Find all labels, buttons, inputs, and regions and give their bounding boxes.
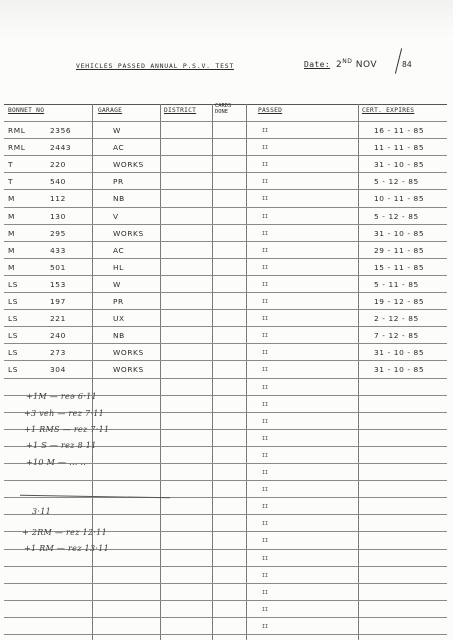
passed-mark: II: [262, 624, 269, 630]
row-rule: [4, 138, 447, 139]
garage-code: HL: [113, 263, 124, 272]
row-rule: [4, 275, 447, 276]
bonnet-number: 2356: [50, 126, 72, 135]
row-rule: [4, 189, 447, 190]
column-divider: [358, 104, 359, 640]
handwritten-note: +1 RM — rez 13·11: [24, 544, 109, 553]
row-rule: [4, 258, 447, 259]
column-divider: [92, 104, 93, 640]
scan-edge-shadow: [0, 0, 453, 40]
bonnet-number: 295: [50, 229, 66, 238]
bonnet-class: M: [8, 246, 15, 255]
bonnet-class: LS: [8, 314, 19, 323]
passed-mark: II: [262, 214, 269, 220]
cert-expiry-date: 31 - 10 - 85: [374, 229, 425, 238]
bonnet-class: M: [8, 263, 15, 272]
garage-code: WORKS: [113, 348, 144, 357]
garage-code: V: [113, 212, 119, 221]
row-rule: [4, 326, 447, 327]
passed-mark: II: [262, 538, 269, 544]
garage-code: PR: [113, 297, 124, 306]
garage-code: WORKS: [113, 229, 144, 238]
bonnet-class: LS: [8, 297, 19, 306]
passed-mark: II: [262, 231, 269, 237]
bonnet-number: 2443: [50, 143, 72, 152]
garage-code: W: [113, 280, 121, 289]
row-rule: [4, 514, 447, 515]
passed-mark: II: [262, 316, 269, 322]
garage-code: AC: [113, 143, 125, 152]
passed-mark: II: [262, 128, 269, 134]
bonnet-class: M: [8, 212, 15, 221]
bonnet-number: 130: [50, 212, 66, 221]
document-title: VEHICLES PASSED ANNUAL P.S.V. TEST: [76, 62, 235, 70]
row-rule: [4, 292, 447, 293]
cert-expiry-date: 7 - 12 - 85: [374, 331, 419, 340]
cert-expiry-date: 31 - 10 - 85: [374, 348, 425, 357]
garage-code: PR: [113, 177, 124, 186]
bonnet-class: M: [8, 194, 15, 203]
column-divider: [160, 104, 161, 640]
bonnet-number: 221: [50, 314, 66, 323]
bonnet-number: 540: [50, 177, 66, 186]
header-bonnet-no: BONNET NO: [8, 107, 45, 114]
handwritten-note: + 2RM — rez 12·11: [22, 528, 107, 537]
passed-mark: II: [262, 521, 269, 527]
bonnet-class: T: [8, 160, 14, 169]
cert-expiry-date: 5 - 12 - 85: [374, 212, 419, 221]
handwritten-note: +1 RMS — rez 7·11: [24, 425, 110, 434]
passed-mark: II: [262, 607, 269, 613]
garage-code: NB: [113, 194, 125, 203]
header-cards-done-bottom: DONE: [215, 109, 228, 115]
garage-code: AC: [113, 246, 125, 255]
cert-expiry-date: 10 - 11 - 85: [374, 194, 425, 203]
passed-mark: II: [262, 162, 269, 168]
column-divider: [246, 104, 247, 640]
header-cards-done: [215, 103, 231, 115]
date-suffix: ND: [342, 58, 353, 65]
header-passed: PASSED: [258, 107, 283, 114]
bonnet-class: LS: [8, 348, 19, 357]
bonnet-class: LS: [8, 365, 19, 374]
row-rule: [4, 343, 447, 344]
passed-mark: II: [262, 590, 269, 596]
passed-mark: II: [262, 196, 269, 202]
handwritten-note: +10 M — ... ..: [26, 458, 87, 467]
handwritten-note: +1M — reǝ 6·11: [26, 392, 97, 401]
passed-mark: II: [262, 367, 269, 373]
passed-mark: II: [262, 299, 269, 305]
passed-mark: II: [262, 487, 269, 493]
row-rule: [4, 207, 447, 208]
garage-code: UX: [113, 314, 125, 323]
bonnet-number: 433: [50, 246, 66, 255]
row-rule: [4, 172, 447, 173]
passed-mark: II: [262, 556, 269, 562]
garage-code: WORKS: [113, 365, 144, 374]
bonnet-number: 240: [50, 331, 66, 340]
garage-code: NB: [113, 331, 125, 340]
passed-mark: II: [262, 179, 269, 185]
column-divider: [212, 104, 213, 640]
passed-mark: II: [262, 248, 269, 254]
row-rule: [4, 155, 447, 156]
date-label: Date:: [304, 60, 331, 69]
cert-expiry-date: 19 - 12 - 85: [374, 297, 425, 306]
cert-expiry-date: 11 - 11 - 85: [374, 143, 425, 152]
row-rule: [4, 497, 447, 498]
cert-expiry-date: 2 - 12 - 85: [374, 314, 419, 323]
bonnet-number: 501: [50, 263, 66, 272]
cert-expiry-date: 15 - 11 - 85: [374, 263, 425, 272]
header-district: DISTRICT: [164, 107, 197, 114]
passed-mark: II: [262, 419, 269, 425]
passed-mark: II: [262, 350, 269, 356]
bonnet-number: 304: [50, 365, 66, 374]
bonnet-number: 273: [50, 348, 66, 357]
garage-code: W: [113, 126, 121, 135]
handwritten-note: +1 S — rez 8 11: [26, 441, 97, 450]
bonnet-class: RML: [8, 143, 26, 152]
passed-mark: II: [262, 436, 269, 442]
passed-mark: II: [262, 145, 269, 151]
bonnet-class: T: [8, 177, 14, 186]
row-rule: [4, 480, 447, 481]
garage-code: WORKS: [113, 160, 144, 169]
bonnet-number: 197: [50, 297, 66, 306]
date-year: 84: [402, 60, 412, 69]
handwritten-note: +3 veh — rez 7·11: [24, 409, 105, 418]
header-cert-expires: CERT. EXPIRES: [362, 107, 415, 114]
row-rule: [4, 121, 447, 122]
passed-mark: II: [262, 573, 269, 579]
date-month: NOV: [355, 60, 378, 70]
bonnet-class: LS: [8, 280, 19, 289]
row-rule: [4, 600, 447, 601]
cert-expiry-date: 16 - 11 - 85: [374, 126, 425, 135]
row-rule: [4, 224, 447, 225]
date-day: 2: [336, 60, 343, 70]
cert-expiry-date: 31 - 10 - 85: [374, 160, 425, 169]
date-value: [336, 58, 377, 70]
row-rule: [4, 309, 447, 310]
header-garage: GARAGE: [98, 107, 123, 114]
bonnet-class: M: [8, 229, 15, 238]
passed-mark: II: [262, 470, 269, 476]
row-rule: [4, 583, 447, 584]
cert-expiry-date: 31 - 10 - 85: [374, 365, 425, 374]
row-rule: [4, 617, 447, 618]
passed-mark: II: [262, 504, 269, 510]
row-rule: [4, 360, 447, 361]
cert-expiry-date: 5 - 11 - 85: [374, 280, 419, 289]
passed-mark: II: [262, 282, 269, 288]
passed-mark: II: [262, 402, 269, 408]
row-rule: [4, 241, 447, 242]
cert-expiry-date: 29 - 11 - 85: [374, 246, 425, 255]
bonnet-class: LS: [8, 331, 19, 340]
bonnet-number: 220: [50, 160, 66, 169]
row-rule: [4, 566, 447, 567]
passed-mark: II: [262, 265, 269, 271]
bonnet-number: 153: [50, 280, 66, 289]
cert-expiry-date: 5 - 12 - 85: [374, 177, 419, 186]
row-rule: [4, 634, 447, 635]
passed-mark: II: [262, 453, 269, 459]
handwritten-note: 3·11: [32, 507, 52, 516]
passed-mark: II: [262, 385, 269, 391]
passed-mark: II: [262, 333, 269, 339]
row-rule: [4, 378, 447, 379]
bonnet-number: 112: [50, 194, 66, 203]
bonnet-class: RML: [8, 126, 26, 135]
header-cards-done-top: CARDS: [215, 103, 232, 109]
